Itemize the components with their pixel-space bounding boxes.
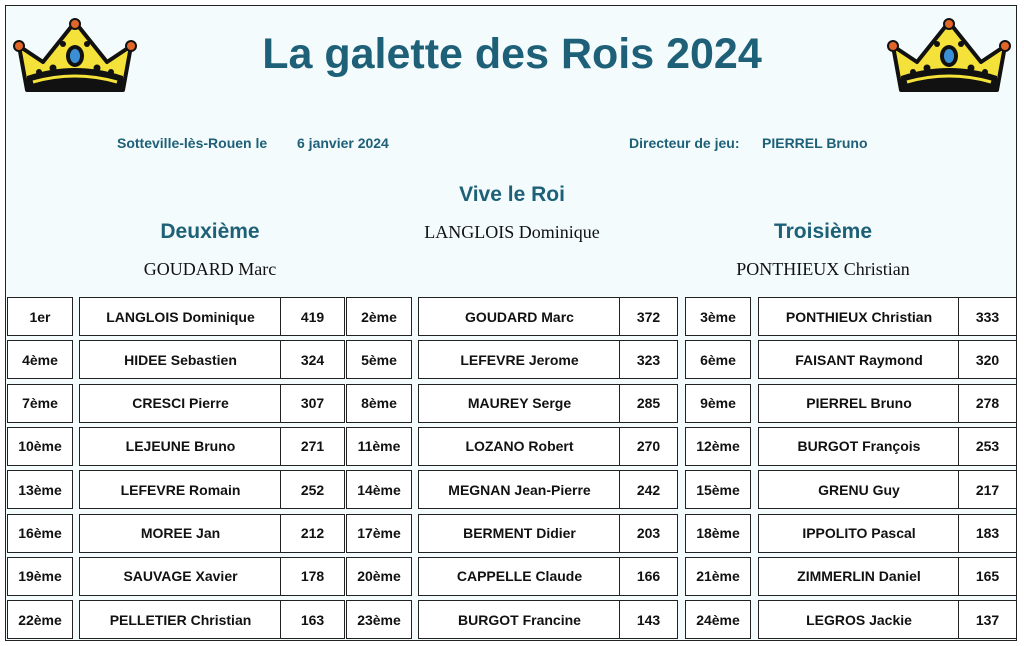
player-row	[418, 340, 678, 379]
director-name: PIERREL Bruno	[762, 135, 868, 151]
player-score: 212	[280, 515, 344, 552]
rank-cell: 5ème	[346, 340, 412, 379]
player-name: LOZANO Robert	[465, 438, 574, 455]
player-name: GRENU Guy	[818, 481, 900, 498]
player-name: FAISANT Raymond	[795, 351, 923, 368]
player-name: IPPOLITO Pascal	[802, 525, 916, 541]
rank-cell: 3ème	[685, 297, 751, 336]
player-row	[418, 600, 678, 639]
player-row	[758, 427, 1017, 466]
player-name: MOREE Jan	[140, 525, 221, 541]
player-score: 178	[280, 558, 344, 595]
player-name: LEGROS Jackie	[806, 611, 912, 628]
player-name: PELLETIER Christian	[109, 611, 252, 628]
rank-cell: 15ème	[685, 470, 751, 509]
player-score: 253	[958, 428, 1016, 465]
player-row	[758, 600, 1017, 639]
player-score: 419	[280, 298, 344, 335]
player-row	[418, 470, 678, 509]
rank-cell: 24ème	[685, 600, 751, 639]
player-score: 252	[280, 471, 344, 508]
player-row	[79, 384, 345, 423]
player-name: MAUREY Serge	[467, 395, 572, 412]
player-row	[758, 340, 1017, 379]
player-score: 270	[619, 428, 677, 465]
player-score: 165	[958, 558, 1016, 595]
king-name: LANGLOIS Dominique	[424, 222, 600, 242]
player-name: LEFEVRE Romain	[120, 481, 241, 498]
player-name: MEGNAN Jean-Pierre	[448, 481, 591, 498]
player-name: BURGOT Francine	[458, 611, 581, 628]
rank-cell: 12ème	[685, 427, 751, 466]
player-row	[758, 384, 1017, 423]
rank-cell: 18ème	[685, 514, 751, 553]
rank-cell: 8ème	[346, 384, 412, 423]
player-row	[418, 514, 678, 553]
player-row	[79, 600, 345, 639]
rank-cell: 1er	[7, 297, 73, 336]
player-name: SAUVAGE Xavier	[123, 568, 238, 585]
location-label: Sotteville-lès-Rouen le	[117, 135, 268, 151]
player-name: CRESCI Pierre	[132, 395, 229, 412]
player-name: HIDEE Sebastien	[124, 351, 237, 368]
player-name: GOUDARD Marc	[465, 308, 574, 325]
rank-cell: 19ème	[7, 557, 73, 596]
player-row	[79, 514, 345, 553]
player-name: PIERREL Bruno	[806, 395, 912, 412]
player-row	[758, 297, 1017, 336]
rank-cell: 16ème	[7, 514, 73, 553]
player-row	[418, 297, 678, 336]
player-row	[758, 514, 1017, 553]
player-score: 278	[958, 385, 1016, 422]
player-name: LANGLOIS Dominique	[106, 308, 255, 325]
player-name: LEFEVRE Jerome	[460, 351, 579, 368]
player-score: 137	[958, 601, 1016, 638]
player-row	[79, 470, 345, 509]
player-row	[79, 427, 345, 466]
player-score: 320	[958, 341, 1016, 378]
player-score: 242	[619, 471, 677, 508]
player-row	[418, 427, 678, 466]
player-row	[418, 384, 678, 423]
player-score: 143	[619, 601, 677, 638]
player-name: BERMENT Didier	[463, 525, 576, 541]
rank-cell: 2ème	[346, 297, 412, 336]
player-score: 217	[958, 471, 1016, 508]
player-name: BURGOT François	[797, 438, 921, 455]
second-label: Deuxième	[160, 220, 260, 243]
player-score: 323	[619, 341, 677, 378]
player-score: 307	[280, 385, 344, 422]
player-score: 203	[619, 515, 677, 552]
player-score: 166	[619, 558, 677, 595]
player-score: 271	[280, 428, 344, 465]
player-row	[418, 557, 678, 596]
rank-cell: 9ème	[685, 384, 751, 423]
rank-cell: 4ème	[7, 340, 73, 379]
player-name: PONTHIEUX Christian	[785, 308, 933, 325]
player-score: 372	[619, 298, 677, 335]
player-score: 333	[958, 298, 1016, 335]
rank-cell: 7ème	[7, 384, 73, 423]
rank-cell: 13ème	[7, 470, 73, 509]
player-row	[758, 557, 1017, 596]
third-label: Troisième	[773, 220, 873, 243]
event-date: 6 janvier 2024	[297, 135, 389, 151]
rank-cell: 17ème	[346, 514, 412, 553]
rank-cell: 23ème	[346, 600, 412, 639]
player-score: 163	[280, 601, 344, 638]
director-label: Directeur de jeu:	[629, 135, 740, 151]
player-name: LEJEUNE Bruno	[125, 438, 236, 455]
player-score: 183	[958, 515, 1016, 552]
third-name: PONTHIEUX Christian	[736, 259, 910, 279]
king-label: Vive le Roi	[459, 183, 565, 206]
rank-cell: 6ème	[685, 340, 751, 379]
rank-cell: 14ème	[346, 470, 412, 509]
player-row	[758, 470, 1017, 509]
rank-cell: 10ème	[7, 427, 73, 466]
page-title: La galette des Rois 2024	[262, 30, 762, 78]
player-row	[79, 557, 345, 596]
player-row	[79, 340, 345, 379]
second-name: GOUDARD Marc	[143, 259, 277, 279]
player-name: ZIMMERLIN Daniel	[797, 568, 921, 585]
player-row	[79, 297, 345, 336]
player-score: 285	[619, 385, 677, 422]
rank-cell: 21ème	[685, 557, 751, 596]
player-name: CAPPELLE Claude	[456, 568, 583, 585]
rank-cell: 22ème	[7, 600, 73, 639]
rank-cell: 11ème	[346, 427, 412, 466]
rank-cell: 20ème	[346, 557, 412, 596]
player-score: 324	[280, 341, 344, 378]
